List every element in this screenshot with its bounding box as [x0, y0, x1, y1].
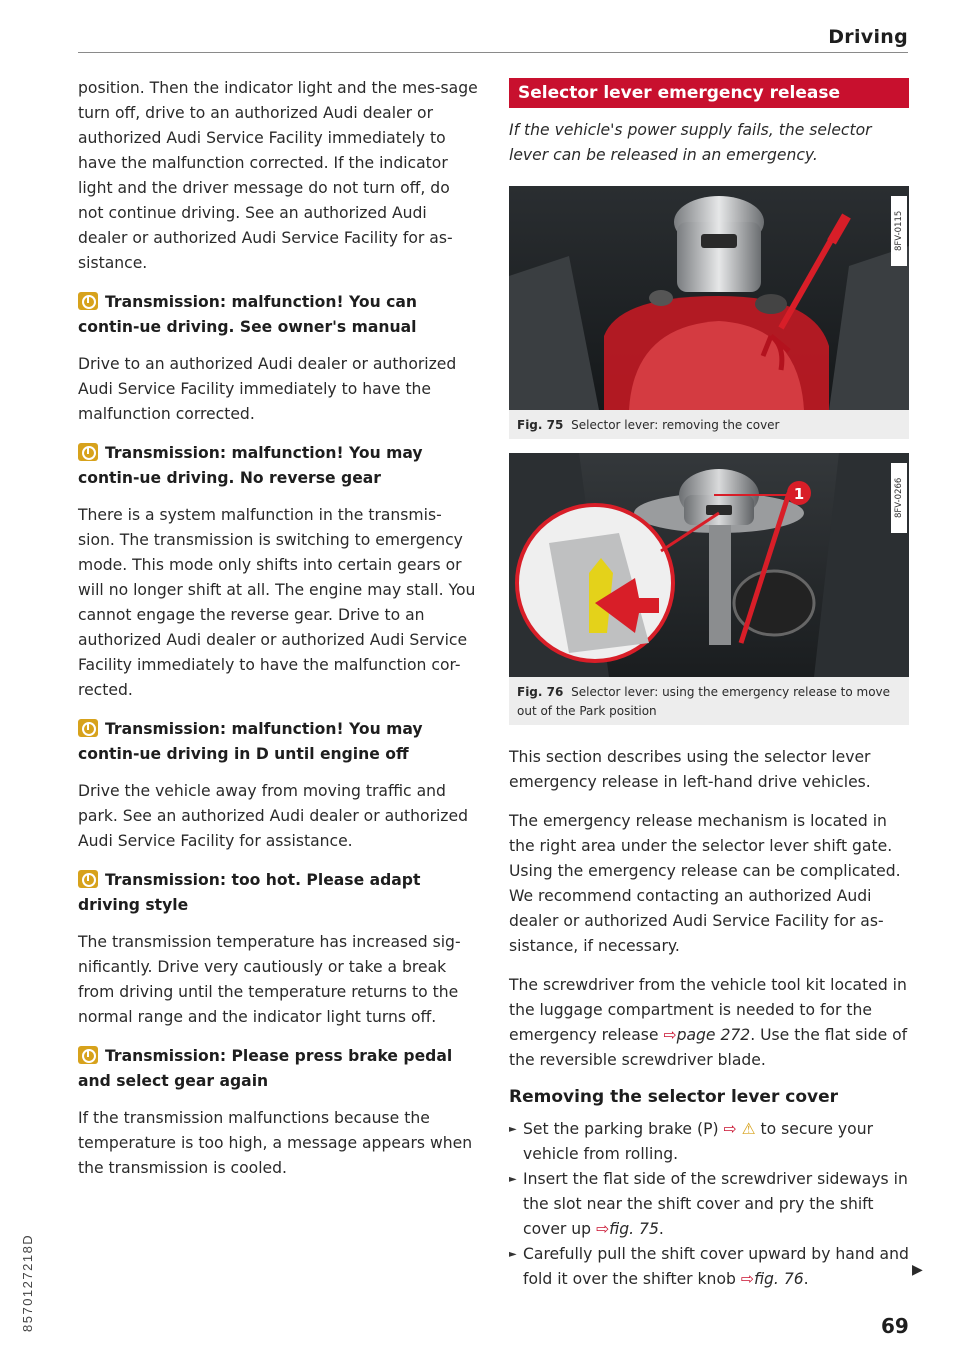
figure-code: 8FV-0115	[891, 196, 907, 266]
figure-caption-text: Selector lever: using the emergency release to move out of the Park position	[517, 685, 891, 718]
message-heading-2	[78, 441, 478, 491]
parking-brake-icon: (P)	[696, 1120, 719, 1138]
step-text: Set the parking brake	[523, 1120, 693, 1138]
transmission-warning-icon	[78, 719, 98, 737]
message-heading-4	[78, 868, 478, 918]
transmission-warning-icon	[78, 1046, 98, 1064]
subheading: Removing the selector lever cover	[509, 1087, 839, 1107]
page-number: 69	[881, 1314, 909, 1338]
cross-reference-arrow-icon: ⇨	[596, 1220, 610, 1238]
figure-75	[509, 186, 909, 439]
emergency-release-illustration	[509, 453, 909, 677]
step-text: Carefully pull the shift cover upward by hand and fold it over the shifter knob	[523, 1245, 909, 1288]
step-item	[509, 1167, 909, 1242]
description-paragraph-3	[509, 973, 909, 1073]
message-heading-3-text: Transmission: malfunction! You may contin-ue driving in D until engine off	[78, 720, 423, 763]
selector-lever-cover-illustration	[509, 186, 909, 410]
steps-list	[509, 1117, 909, 1292]
transmission-warning-icon	[78, 292, 98, 310]
description-paragraph-1: This section describes using the selector lever emergency release in left-hand drive vehicles.	[509, 748, 871, 791]
cross-reference-arrow-icon: ⇨	[723, 1120, 737, 1138]
figure-caption	[509, 410, 909, 439]
message-heading-5	[78, 1044, 478, 1094]
selector-lever-cover-image	[509, 186, 909, 410]
paragraph-3-text: The screwdriver from the vehicle tool kit located in the luggage compartment is needed to for the emergency release	[509, 976, 907, 1044]
callout-1-label: 1	[793, 485, 805, 503]
figure-code: 8FV-0266	[891, 463, 907, 533]
message-body-4: The transmission temperature has increased sig-nificantly. Drive very cautiously or take a break from driving until the temperature returns to the normal range and the indicator light turns off.	[78, 933, 461, 1026]
message-body-1: Drive to an authorized Audi dealer or authorized Audi Service Facility immediately to have the malfunction corrected.	[78, 355, 457, 423]
step-tail: .	[658, 1220, 664, 1238]
figure-76	[509, 453, 909, 725]
left-column	[78, 76, 478, 1195]
transmission-warning-icon	[78, 443, 98, 461]
figure-label: Fig. 76	[517, 685, 564, 699]
paragraph-3-tail: . Use the flat side of the reversible screwdriver blade.	[509, 1026, 908, 1069]
message-body-2: There is a system malfunction in the transmis-sion. The transmission is switching to emergency mode. This mode only shifts into certain gears or will no longer shift at all. The engine may stall. You cannot engage the reverse gear. Drive to an authorized Audi dealer or authorized Audi Service Facility immediately to have the malfunction cor-rected.	[78, 506, 476, 699]
transmission-warning-icon	[78, 870, 98, 888]
description-paragraph-2: The emergency release mechanism is located in the right area under the selector lever shift gate. Using the emergency release can be complicated. We recommend contacting an authorized Audi dealer or authorized Audi Service Facility for as-sistance, if necessary.	[509, 812, 901, 955]
intro-paragraph: position. Then the indicator light and the mes-sage turn off, drive to an authorized Audi dealer or authorized Audi Service Facility immediately to have the malfunction corrected. If the indicator light and the driver message do not turn off, do not continue driving. See an authorized Audi dealer or authorized Audi Service Facility for as-sistance.	[78, 79, 478, 272]
step-item	[509, 1117, 909, 1167]
message-heading-1-text: Transmission: malfunction! You can contin-ue driving. See owner's manual	[78, 293, 417, 336]
figure-caption	[509, 677, 909, 725]
intro-italic: If the vehicle's power supply fails, the selector lever can be released in an emergency.	[509, 121, 872, 164]
message-heading-2-text: Transmission: malfunction! You may contin-ue driving. No reverse gear	[78, 444, 423, 487]
section-title: Driving	[828, 26, 908, 48]
warning-triangle-icon[interactable]: ⚠	[741, 1120, 756, 1138]
right-column	[509, 78, 909, 1292]
continue-arrow-icon: ▶	[912, 1262, 923, 1278]
step-item	[509, 1242, 909, 1292]
cross-reference-arrow-icon: ⇨	[740, 1270, 754, 1288]
message-heading-5-text: Transmission: Please press brake pedal and select gear again	[78, 1047, 453, 1090]
step-tail: .	[803, 1270, 809, 1288]
header-divider	[78, 52, 908, 53]
section-banner: Selector lever emergency release	[509, 78, 909, 108]
document-code: 8570127218D	[20, 1233, 35, 1332]
figure-reference-link[interactable]: fig. 76	[753, 1270, 804, 1288]
page-reference-link[interactable]: page 272	[676, 1026, 751, 1044]
message-body-3: Drive the vehicle away from moving traffic and park. See an authorized Audi dealer or authorized Audi Service Facility for assistance.	[78, 782, 468, 850]
figure-caption-text: Selector lever: removing the cover	[571, 418, 780, 432]
step-tail: to secure your vehicle from rolling.	[523, 1120, 873, 1163]
figure-reference-link[interactable]: fig. 75	[609, 1220, 659, 1238]
figure-label: Fig. 75	[517, 418, 564, 432]
message-heading-3	[78, 717, 478, 767]
emergency-release-image	[509, 453, 909, 677]
message-heading-4-text: Transmission: too hot. Please adapt driving style	[78, 871, 421, 914]
message-body-5: If the transmission malfunctions because the temperature is too high, a message appears when the transmission is cooled.	[78, 1109, 473, 1177]
step-text: Insert the flat side of the screwdriver sideways in the slot near the shift cover and pry the shift cover up	[523, 1170, 908, 1238]
cross-reference-arrow-icon: ⇨	[663, 1026, 677, 1044]
message-heading-1	[78, 290, 478, 340]
